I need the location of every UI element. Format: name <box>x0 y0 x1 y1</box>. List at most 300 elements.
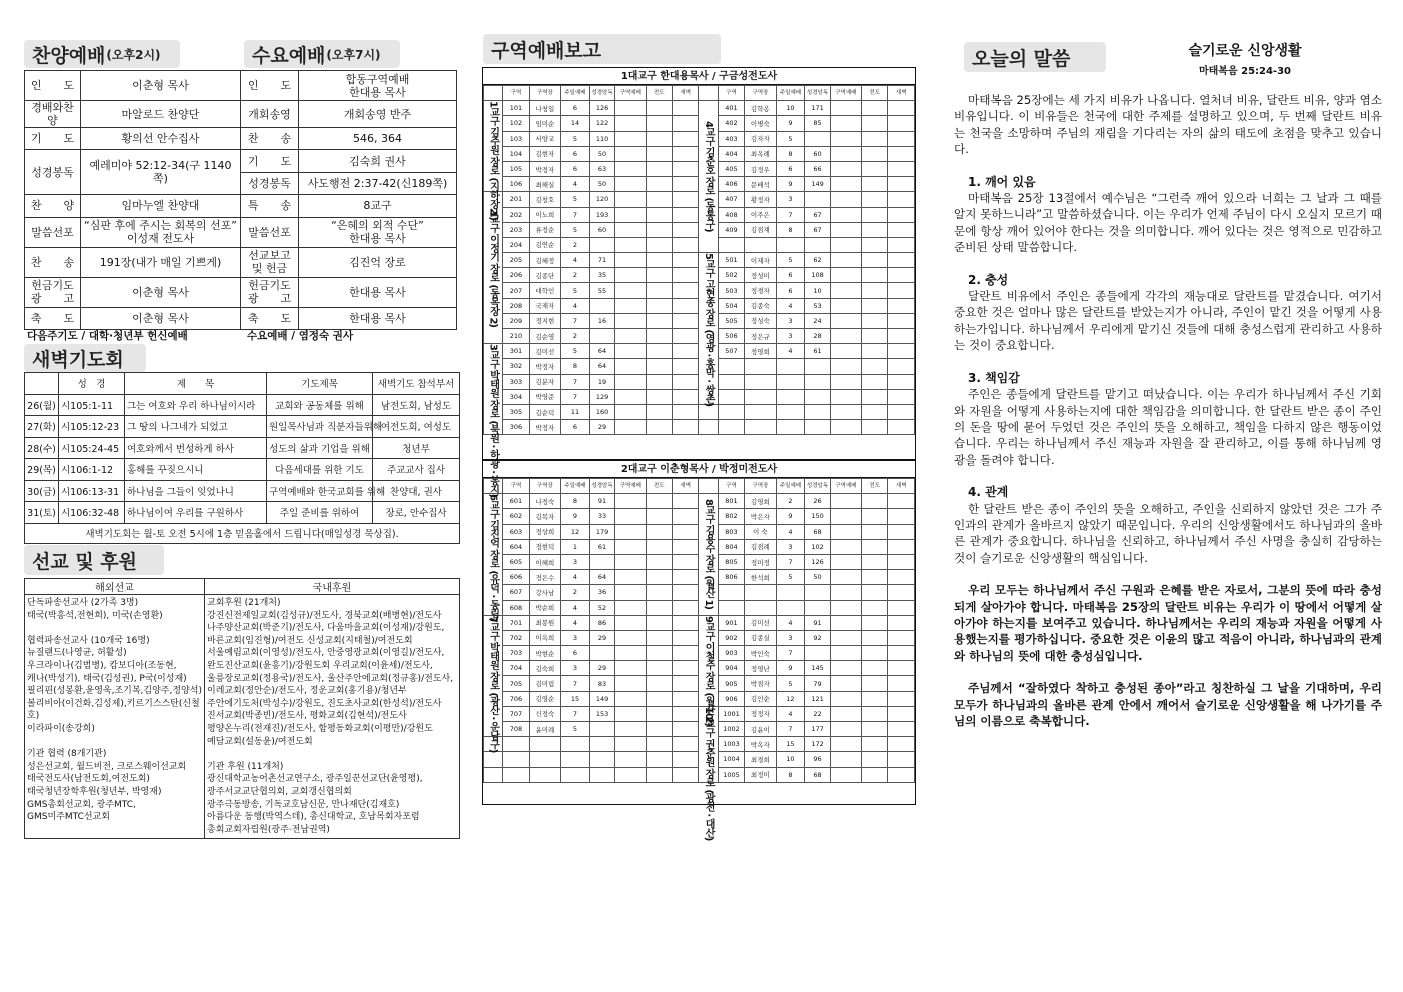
district-cell-empty <box>888 253 915 268</box>
district-cell-number: 306 <box>503 420 529 435</box>
district-cell-leader: 김순영 <box>529 329 560 344</box>
district-cell-attendance: 8 <box>776 146 805 161</box>
district-cell-reading <box>805 585 830 600</box>
district-cell-empty <box>615 298 646 313</box>
district-cell-leader: 이주은 <box>745 207 776 222</box>
district-cell-number: 504 <box>718 298 744 313</box>
district-cell-empty <box>672 146 698 161</box>
district-cell-empty <box>615 192 646 207</box>
sunday-title-text: 찬양예배 <box>32 44 106 67</box>
district-cell-empty <box>888 344 915 359</box>
district-cell-attendance: 7 <box>561 706 590 721</box>
district-cell-empty <box>888 630 915 645</box>
district-cell-empty <box>830 131 861 146</box>
district-cell-leader: 김미선 <box>745 615 776 630</box>
district-cell-empty <box>615 404 646 419</box>
district-cell-empty <box>615 374 646 389</box>
district-cell-reading: 52 <box>589 600 614 615</box>
district-cell-number: 408 <box>718 207 744 222</box>
overseas-mission-list: 단독파송선교사 (2가족 3명) 태국(박흥석,전현희), 미국(손영환) 협력파송선교사 (10개국 16명) 뉴질랜드(나영균, 허활성) 우크라이나(김범병), 캄보디아(조동현, 캐나(박성기), 태국(김성권), P국(이성재) 필리핀(성봉환,윤영욱,조기복,김양주,정양석) 볼리비아(이건화,김성제),키르기스스탄(신철호) 이라파이(송강희) 기관 협력 (8개기관) 성은선교회, 월드비전, 크로스웨이선교회 태국전도사(남전도회,여전도회) 태국청년장학후원(청년부, 박영재) GMS총회선교회, 광주MTC, GMS미주MTC선교회 <box>25 595 205 839</box>
district-cell-empty <box>861 222 887 237</box>
district-cell-empty <box>830 767 861 782</box>
worship-item-value: 이춘형 목사 <box>81 71 241 101</box>
district-cell-empty <box>672 283 698 298</box>
sermon-point-text: 주인은 종들에게 달란트를 맡기고 떠났습니다. 이는 우리가 하나님께서 주신 기회와 자원을 어떻게 사용하는지에 대한 책임감을 의미합니다. 한 달란트 받은 종이 주인의 돈을 땅에 묻어 두었던 것은 주인의 뜻을 오해하고, 책임을 다하지 않은 행동이었습니다. 우리는 하나님께서 주신 재능과 자원을 잘 관리하고, 이를 통해 하나님께 영광을 돌려야 합니다. <box>954 387 1382 467</box>
district-cell-reading <box>805 600 830 615</box>
district-cell-empty <box>672 344 698 359</box>
district-cell-empty <box>672 374 698 389</box>
district-cell-empty <box>646 253 672 268</box>
district-cell-empty <box>830 146 861 161</box>
district-column-header: 전도 <box>646 479 672 494</box>
district-cell-reading: 61 <box>805 344 830 359</box>
district-cell-empty <box>615 661 646 676</box>
district-cell-leader: 박정자 <box>529 161 560 176</box>
district-cell-leader: 김영희 <box>745 494 776 509</box>
district-cell-reading: 179 <box>589 524 614 539</box>
district-cell-attendance: 2 <box>561 237 590 252</box>
district-cell-number: 906 <box>718 691 744 706</box>
district-cell-reading: 83 <box>589 676 614 691</box>
district-column-header: 전도 <box>861 479 887 494</box>
district-cell-number: 705 <box>503 676 529 691</box>
sermon-point-text: 마태복음 25장 13절에서 예수님은 “그런즉 깨어 있으라 너희는 그 날과 그 때를 알지 못하느니라”고 말씀하셨습니다. 이는 우리가 언제 주님이 다시 오실지 모르기 때문에 항상 깨어 있어야 한다는 것을 의미합니다. 깨어 있다는 것은 영적으로 민감하고 준비된 상태 말씀합니다. <box>954 191 1382 255</box>
district-column-header: 성경암독 <box>805 86 830 101</box>
district-cell-empty <box>646 661 672 676</box>
district-cell-empty <box>646 722 672 737</box>
sermon-intro: 마태복음 25장에는 세 가지 비유가 나옵니다. 열처녀 비유, 달란트 비유, 양과 염소 비유입니다. 이 비유들은 천국에 대한 주제를 설명하고 있으며, 두 번째 달란트 비유는 천국을 소망하며 주님의 재림을 기다리는 자의 삶의 태도에 초점을 맞추고 있습니다. <box>954 93 1382 157</box>
overseas-mission-header: 해외선교 <box>25 579 205 595</box>
district-cell-number: 301 <box>503 344 529 359</box>
district-cell-leader: 김순덕 <box>529 404 560 419</box>
district-empty-cell <box>776 420 805 435</box>
district-cell-leader: 이혜희 <box>529 554 560 569</box>
wednesday-prayer: 수요예배 / 염정숙 권사 <box>247 330 354 342</box>
district-cell-attendance: 15 <box>561 691 590 706</box>
district-cell-reading: 26 <box>805 494 830 509</box>
district-cell-leader <box>745 585 776 600</box>
district-cell-empty <box>861 600 887 615</box>
district-cell-leader: 정현덕 <box>529 539 560 554</box>
next-week-prayer: 다음주기도 / 대학·청년부 헌신예배 <box>27 330 188 342</box>
district-cell-empty <box>830 222 861 237</box>
district-cell-empty <box>830 101 861 116</box>
district-cell-number: 406 <box>718 177 744 192</box>
worship-item-label: 헌금기도 광 고 <box>241 277 299 307</box>
worship-row <box>25 195 457 217</box>
worship-item-value: 황의선 안수집사 <box>81 128 241 150</box>
district-cell-attendance <box>776 585 805 600</box>
district-cell-number: 1004 <box>718 752 744 767</box>
district-cell-empty <box>646 585 672 600</box>
worship-row <box>25 128 457 150</box>
dawn-department: 주교교사 집사 <box>373 459 460 481</box>
district-empty-cell <box>589 737 614 752</box>
district-cell-empty <box>672 253 698 268</box>
district-label-spacer <box>484 479 503 494</box>
district-cell-empty <box>830 691 861 706</box>
dawn-day: 30(금) <box>25 480 59 502</box>
district-column-header: 새벽 <box>888 479 915 494</box>
district-cell-empty <box>861 691 887 706</box>
dawn-column-header <box>25 373 59 395</box>
district-cell-empty <box>888 661 915 676</box>
district-cell-attendance: 5 <box>561 344 590 359</box>
district-cell-leader: 국재자 <box>529 298 560 313</box>
district-cell-empty <box>888 192 915 207</box>
district-cell-empty <box>646 615 672 630</box>
district-cell-attendance: 3 <box>776 630 805 645</box>
district-cell-empty <box>830 600 861 615</box>
dawn-title-text: 새벽기도회 <box>32 348 124 371</box>
district-cell-empty <box>672 706 698 721</box>
district-cell-empty <box>615 344 646 359</box>
district-cell-empty <box>888 116 915 131</box>
district-cell-empty <box>830 494 861 509</box>
district-cell-empty <box>672 691 698 706</box>
district-empty-cell <box>699 420 718 435</box>
district-cell-empty <box>888 752 915 767</box>
dawn-column-header: 성 경 <box>59 373 125 395</box>
district-cell-attendance: 5 <box>561 283 590 298</box>
district-cell-reading: 33 <box>589 509 614 524</box>
district-cell-number: 205 <box>503 253 529 268</box>
district-cell-number: 409 <box>718 222 744 237</box>
district-cell-reading: 71 <box>589 253 614 268</box>
dawn-row <box>25 416 460 438</box>
district-cell-attendance: 5 <box>561 222 590 237</box>
dawn-note: 새벽기도회는 월-토 오전 5시에 1층 믿음홀에서 드립니다(매일성경 묵상집). <box>25 523 460 543</box>
district-cell-attendance: 8 <box>561 359 590 374</box>
district-cell-empty <box>861 524 887 539</box>
district-column-header: 전도 <box>646 86 672 101</box>
dawn-day: 28(수) <box>25 437 59 459</box>
district-column-header: 구역장 <box>529 86 560 101</box>
district-empty-cell <box>529 737 560 752</box>
district-cell-empty <box>646 646 672 661</box>
district-cell-empty <box>888 131 915 146</box>
district-column-header: 새벽 <box>672 86 698 101</box>
district-column-header: 주일예배 <box>776 86 805 101</box>
district-cell-attendance: 5 <box>776 676 805 691</box>
district-1-header: 1대교구 한대용목사 / 구금성전도사 <box>483 68 915 85</box>
district-cell-reading: 60 <box>589 222 614 237</box>
district-cell-empty <box>861 752 887 767</box>
district-group-label: 3교구 박태원 장로 (북원 · 하광 · 봉지) <box>484 344 503 435</box>
district-cell-reading <box>805 237 830 252</box>
district-cell-leader: 서양교 <box>529 131 560 146</box>
district-cell-attendance: 12 <box>776 691 805 706</box>
district-cell-empty <box>672 420 698 435</box>
district-empty-cell <box>718 404 744 419</box>
district-cell-empty <box>888 283 915 298</box>
district-cell-attendance: 3 <box>561 661 590 676</box>
sermon-body <box>954 92 1382 745</box>
district-cell-reading: 108 <box>805 268 830 283</box>
district-empty-cell <box>805 404 830 419</box>
district-cell-attendance: 5 <box>776 570 805 585</box>
district-cell-empty <box>646 509 672 524</box>
district-cell-attendance: 5 <box>776 131 805 146</box>
dawn-topic: 그는 여호와 우리 하나님이시라 <box>125 394 267 416</box>
district-cell-empty <box>830 630 861 645</box>
district-cell-attendance: 9 <box>776 661 805 676</box>
worship-item-label: 찬 송 <box>241 128 299 150</box>
district-cell-attendance: 2 <box>561 268 590 283</box>
district-cell-reading: 68 <box>805 524 830 539</box>
dawn-day: 29(목) <box>25 459 59 481</box>
district-cell-number: 303 <box>503 374 529 389</box>
district-cell-empty <box>888 207 915 222</box>
district-cell-number: 707 <box>503 706 529 721</box>
district-empty-cell <box>615 767 646 782</box>
district-empty-cell <box>699 404 718 419</box>
district-cell-leader: 강사남 <box>529 585 560 600</box>
district-cell-empty <box>861 161 887 176</box>
district-cell-empty <box>615 116 646 131</box>
district-cell-number: 701 <box>503 615 529 630</box>
district-cell-number: 902 <box>718 630 744 645</box>
district-cell-empty <box>615 676 646 691</box>
district-cell-empty <box>830 237 861 252</box>
district-cell-leader <box>745 359 776 374</box>
district-cell-number: 806 <box>718 570 744 585</box>
district-cell-empty <box>861 646 887 661</box>
district-column-header: 주일예배 <box>776 479 805 494</box>
district-cell-reading: 102 <box>805 539 830 554</box>
district-column-header: 성경암독 <box>805 479 830 494</box>
district-cell-empty <box>615 131 646 146</box>
district-cell-leader: 류정순 <box>529 222 560 237</box>
district-cell-leader <box>745 389 776 404</box>
word-title-text: 오늘의 말씀 <box>972 47 1071 70</box>
district-cell-leader: 대학인 <box>529 283 560 298</box>
district-cell-empty <box>615 237 646 252</box>
district-cell-empty <box>646 554 672 569</box>
district-cell-empty <box>861 509 887 524</box>
district-cell-empty <box>672 646 698 661</box>
district-cell-empty <box>888 570 915 585</box>
district-cell-attendance: 7 <box>561 676 590 691</box>
district-cell-empty <box>672 722 698 737</box>
district-cell-empty <box>888 767 915 782</box>
district-cell-empty <box>888 389 915 404</box>
district-cell-number: 1003 <box>718 737 744 752</box>
district-column-header: 구역예배 <box>615 86 646 101</box>
district-cell-reading: 86 <box>589 615 614 630</box>
district-cell-leader: 박정자 <box>529 359 560 374</box>
worship-row <box>25 101 457 128</box>
district-cell-reading: 64 <box>589 570 614 585</box>
district-cell-leader: 김숙희 <box>529 661 560 676</box>
district-cell-reading: 110 <box>589 131 614 146</box>
district-cell-reading: 29 <box>589 661 614 676</box>
district-cell-reading: 145 <box>805 661 830 676</box>
district-empty-cell <box>672 737 698 752</box>
district-cell-leader: 김자자 <box>745 131 776 146</box>
dawn-day: 26(월) <box>25 394 59 416</box>
district-cell-leader: 신정숙 <box>529 706 560 721</box>
district-cell-leader: 이 숙 <box>745 524 776 539</box>
district-group-label: 10교구 권춘원 장로 (광천 · 대산) <box>699 706 718 782</box>
district-cell-leader: 최경희 <box>745 752 776 767</box>
district-cell-number: 206 <box>503 268 529 283</box>
district-cell-attendance: 4 <box>561 298 590 313</box>
dawn-day: 31(토) <box>25 502 59 524</box>
district-empty-cell <box>888 420 915 435</box>
district-cell-empty <box>615 600 646 615</box>
district-cell-number: 607 <box>503 585 529 600</box>
district-cell-number: 605 <box>503 554 529 569</box>
district-cell-number: 305 <box>503 404 529 419</box>
worship-item-value: 한대용 목사 <box>299 307 457 329</box>
district-cell-reading: 60 <box>805 146 830 161</box>
district-cell-empty <box>615 268 646 283</box>
district-cell-empty <box>861 116 887 131</box>
district-row <box>484 420 915 435</box>
district-cell-reading: 193 <box>589 207 614 222</box>
district-cell-number: 203 <box>503 222 529 237</box>
district-cell-empty <box>672 329 698 344</box>
district-cell-empty <box>615 691 646 706</box>
district-cell-empty <box>830 177 861 192</box>
dawn-prayer-topic: 구역예배와 한국교회를 위해 <box>267 480 373 502</box>
district-empty-cell <box>484 752 503 767</box>
district-empty-cell <box>745 404 776 419</box>
district-cell-leader: 김영순 <box>529 691 560 706</box>
district-cell-empty <box>672 494 698 509</box>
district-cell-number: 1002 <box>718 722 744 737</box>
domestic-support-header: 국내후원 <box>205 579 460 595</box>
district-cell-number <box>718 389 744 404</box>
district-column-header: 구역 <box>503 86 529 101</box>
district-cell-leader: 정은수 <box>529 570 560 585</box>
district-cell-leader: 최봉원 <box>529 615 560 630</box>
district-cell-reading: 24 <box>805 313 830 328</box>
district-cell-empty <box>830 676 861 691</box>
district-cell-reading: 96 <box>805 752 830 767</box>
district-cell-empty <box>830 192 861 207</box>
district-cell-reading: 29 <box>589 420 614 435</box>
wednesday-time-text: (오후7시) <box>326 47 381 62</box>
district-cell-reading <box>805 374 830 389</box>
district-cell-leader: 박순희 <box>529 600 560 615</box>
district-cell-number: 805 <box>718 554 744 569</box>
district-cell-attendance: 7 <box>561 374 590 389</box>
dawn-scripture: 시106:32-48 <box>59 502 125 524</box>
worship-item-label: 찬 송 <box>25 247 81 277</box>
district-cell-leader: 정영희 <box>745 344 776 359</box>
district-cell-leader: 정미정 <box>745 554 776 569</box>
district-cell-number: 207 <box>503 283 529 298</box>
district-column-header: 전도 <box>861 86 887 101</box>
district-cell-leader: 나정숙 <box>529 494 560 509</box>
worship-item-value: 예레미야 52:12-34(구 1140쪽) <box>81 150 241 195</box>
district-cell-number: 402 <box>718 116 744 131</box>
district-cell-number: 704 <box>503 661 529 676</box>
sermon-point-text: 한 달란트 받은 종이 주인의 뜻을 오해하고, 주인을 신뢰하지 않았던 것은 그가 주인과의 관계가 올바르지 않았기 때문입니다. 우리의 신앙생활에서도 하나님과의 올바른 관계가 중요합니다. 하나님을 신뢰하고, 하나님께서 주신 사명을 충실히 감당하는 것이 슬기로운 신앙생활의 핵심입니다. <box>954 501 1382 565</box>
district-cell-reading: 120 <box>589 192 614 207</box>
district-cell-empty <box>861 146 887 161</box>
district-cell-empty <box>615 570 646 585</box>
district-cell-empty <box>830 554 861 569</box>
district-cell-reading: 67 <box>805 222 830 237</box>
district-cell-empty <box>672 313 698 328</box>
dawn-row <box>25 459 460 481</box>
district-cell-number: 603 <box>503 524 529 539</box>
sermon-title: 슬기로운 신앙생활 <box>1188 43 1302 59</box>
district-cell-reading: 62 <box>805 253 830 268</box>
district-cell-empty <box>646 374 672 389</box>
district-cell-reading: 149 <box>805 177 830 192</box>
dawn-department: 찬양대, 권사 <box>373 480 460 502</box>
district-cell-empty <box>646 116 672 131</box>
district-cell-attendance: 4 <box>561 253 590 268</box>
district-cell-empty <box>672 661 698 676</box>
district-cell-empty <box>672 389 698 404</box>
district-cell-attendance: 6 <box>776 161 805 176</box>
district-cell-empty <box>646 268 672 283</box>
district-column-header: 구역 <box>503 479 529 494</box>
district-cell-empty <box>861 630 887 645</box>
district-cell-reading: 36 <box>589 585 614 600</box>
district-cell-empty <box>646 298 672 313</box>
district-cell-number: 204 <box>503 237 529 252</box>
district-cell-empty <box>830 737 861 752</box>
district-row <box>484 615 915 630</box>
district-empty-cell <box>861 420 887 435</box>
district-cell-leader: 김윤이 <box>745 722 776 737</box>
district-cell-empty <box>646 691 672 706</box>
district-column-header: 성경암독 <box>589 479 614 494</box>
district-cell-attendance: 3 <box>561 630 590 645</box>
sermon-point-text: 달란트 비유에서 주인은 종들에게 각각의 재능대로 달란트를 맡겼습니다. 여기서 중요한 것은 얼마나 많은 달란트를 받았는지가 아니라, 주인이 맡긴 것을 어떻게 사용하는가입니다. 하나님께서 우리에게 맡기신 것들에 대해 충성스럽게 관리하고 사용하는 것이 중요합니다. <box>954 289 1382 353</box>
district-cell-empty <box>888 509 915 524</box>
district-cell-reading <box>805 131 830 146</box>
district-cell-empty <box>646 237 672 252</box>
district-cell-attendance: 9 <box>776 509 805 524</box>
district-cell-leader: 정은규 <box>745 329 776 344</box>
district-cell-reading <box>589 298 614 313</box>
district-cell-leader: 이재자 <box>745 253 776 268</box>
dawn-row <box>25 502 460 524</box>
district-cell-empty <box>646 329 672 344</box>
worship-item-value: 이춘형 목사 <box>81 307 241 329</box>
district-cell-empty <box>861 585 887 600</box>
district-empty-cell <box>529 752 560 767</box>
district-cell-reading: 64 <box>589 344 614 359</box>
worship-item-label: 성경봉독 <box>25 150 81 195</box>
district-cell-empty <box>646 359 672 374</box>
district-empty-cell <box>561 767 590 782</box>
district-cell-empty <box>888 615 915 630</box>
district-cell-empty <box>861 283 887 298</box>
district-group-label: 4교구 김춘호 장로 (동통구) <box>699 101 718 253</box>
district-cell-empty <box>861 268 887 283</box>
district-cell-empty <box>615 313 646 328</box>
district-cell-attendance: 6 <box>561 146 590 161</box>
district-cell-empty <box>888 329 915 344</box>
district-cell-empty <box>830 509 861 524</box>
district-cell-empty <box>830 313 861 328</box>
district-empty-cell <box>646 737 672 752</box>
district-cell-empty <box>861 344 887 359</box>
district-cell-empty <box>888 374 915 389</box>
district-cell-number: 401 <box>718 101 744 116</box>
district-cell-attendance: 4 <box>561 600 590 615</box>
worship-item-value: “은혜의 외적 수단” 한대용 목사 <box>299 217 457 247</box>
district-cell-attendance: 4 <box>776 615 805 630</box>
